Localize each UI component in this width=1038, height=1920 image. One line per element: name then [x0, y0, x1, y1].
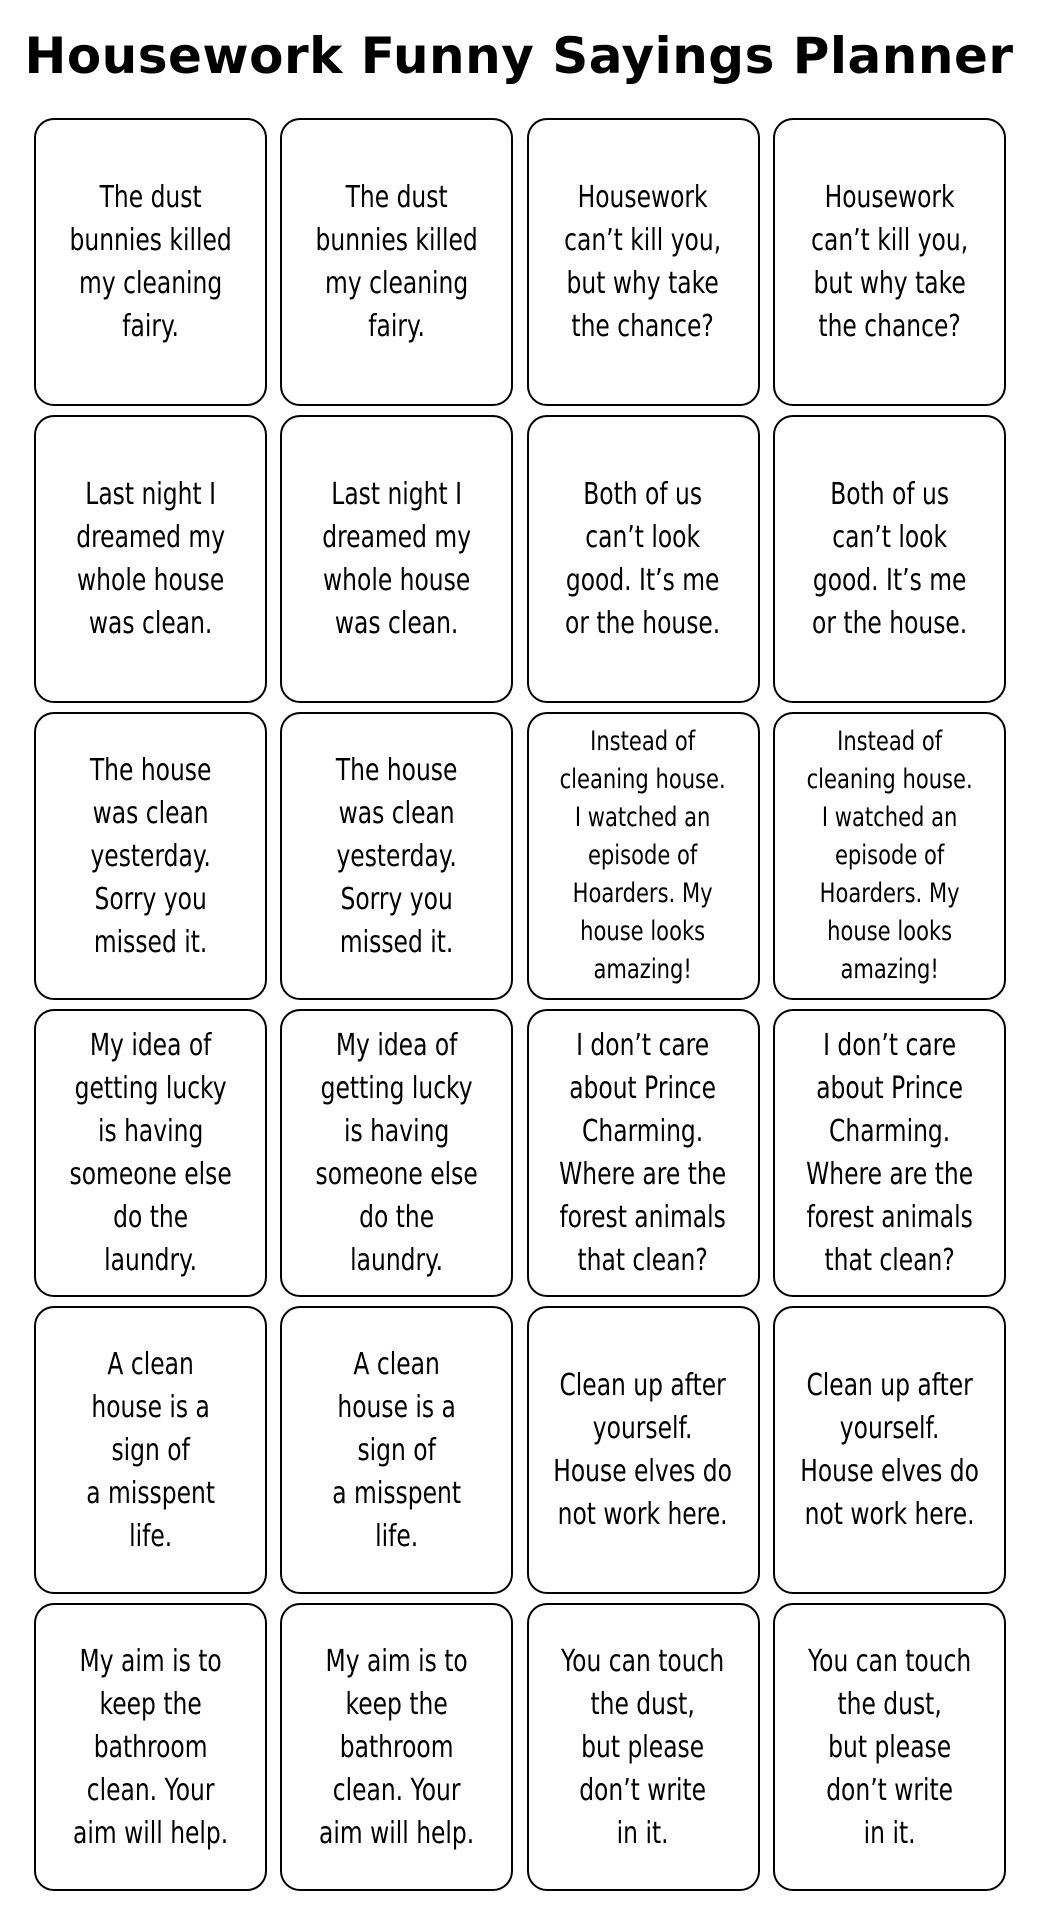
saying-card-11	[527, 712, 760, 1000]
saying-card-15	[527, 1009, 760, 1297]
saying-text: The dust bunnies killed my cleaning fairy.	[315, 180, 478, 344]
saying-card-19	[527, 1306, 760, 1594]
saying-text: Last night I dreamed my whole house was clean.	[76, 477, 225, 641]
saying-card-7	[527, 415, 760, 703]
saying-text: Clean up after yourself. House elves do not work here.	[553, 1368, 733, 1532]
saying-card-9	[34, 712, 267, 1000]
saying-text: Instead of cleaning house. I watched an episode of Hoarders. My house looks amazing!	[806, 726, 973, 985]
saying-text: The house was clean yesterday. Sorry you missed it.	[336, 752, 458, 960]
saying-text: Both of us can’t look good. It’s me or the house.	[811, 477, 968, 641]
saying-text: Both of us can’t look good. It’s me or the house.	[565, 477, 721, 641]
saying-text: I don’t care about Prince Charming. Where are the forest animals that clean?	[559, 1028, 727, 1278]
saying-text: The dust bunnies killed my cleaning fairy.	[69, 180, 232, 344]
saying-card-13	[34, 1009, 267, 1297]
saying-text: Instead of cleaning house. I watched an episode of Hoarders. My house looks amazing!	[560, 726, 727, 985]
saying-text: A clean house is a sign of a misspent life.	[332, 1346, 462, 1554]
saying-text: Housework can’t kill you, but why take the chance?	[810, 180, 968, 344]
saying-card-8	[773, 415, 1006, 703]
saying-text: My aim is to keep the bathroom clean. Your aim will help.	[72, 1643, 229, 1851]
saying-text: My aim is to keep the bathroom clean. Your aim will help.	[319, 1643, 475, 1851]
saying-text: A clean house is a sign of a misspent life.	[86, 1346, 215, 1554]
page-title: Housework Funny Sayings Planner	[24, 27, 1014, 85]
saying-text: You can touch the dust, but please don’t write in it.	[561, 1643, 725, 1851]
saying-card-18	[280, 1306, 513, 1594]
saying-card-3	[527, 118, 760, 406]
saying-card-16	[773, 1009, 1006, 1297]
saying-card-23	[527, 1603, 760, 1891]
saying-card-1	[34, 118, 267, 406]
saying-card-4	[773, 118, 1006, 406]
saying-card-2	[280, 118, 513, 406]
saying-text: Housework can’t kill you, but why take the chance?	[564, 180, 722, 344]
saying-card-14	[280, 1009, 513, 1297]
saying-text: Last night I dreamed my whole house was clean.	[322, 477, 472, 641]
saying-card-24	[773, 1603, 1006, 1891]
saying-text: Clean up after yourself. House elves do not work here.	[800, 1368, 979, 1532]
saying-card-6	[280, 415, 513, 703]
saying-card-22	[280, 1603, 513, 1891]
sayings-grid	[34, 118, 1006, 1891]
saying-text: My idea of getting lucky is having someone else do the laundry.	[69, 1028, 232, 1278]
saying-text: I don’t care about Prince Charming. Where are the forest animals that clean?	[805, 1028, 973, 1278]
saying-text: The house was clean yesterday. Sorry you missed it.	[89, 752, 212, 960]
saying-text: My idea of getting lucky is having someone else do the laundry.	[315, 1028, 478, 1278]
saying-text: You can touch the dust, but please don’t write in it.	[807, 1643, 972, 1851]
saying-card-21	[34, 1603, 267, 1891]
saying-card-12	[773, 712, 1006, 1000]
saying-card-17	[34, 1306, 267, 1594]
saying-card-5	[34, 415, 267, 703]
saying-card-10	[280, 712, 513, 1000]
saying-card-20	[773, 1306, 1006, 1594]
